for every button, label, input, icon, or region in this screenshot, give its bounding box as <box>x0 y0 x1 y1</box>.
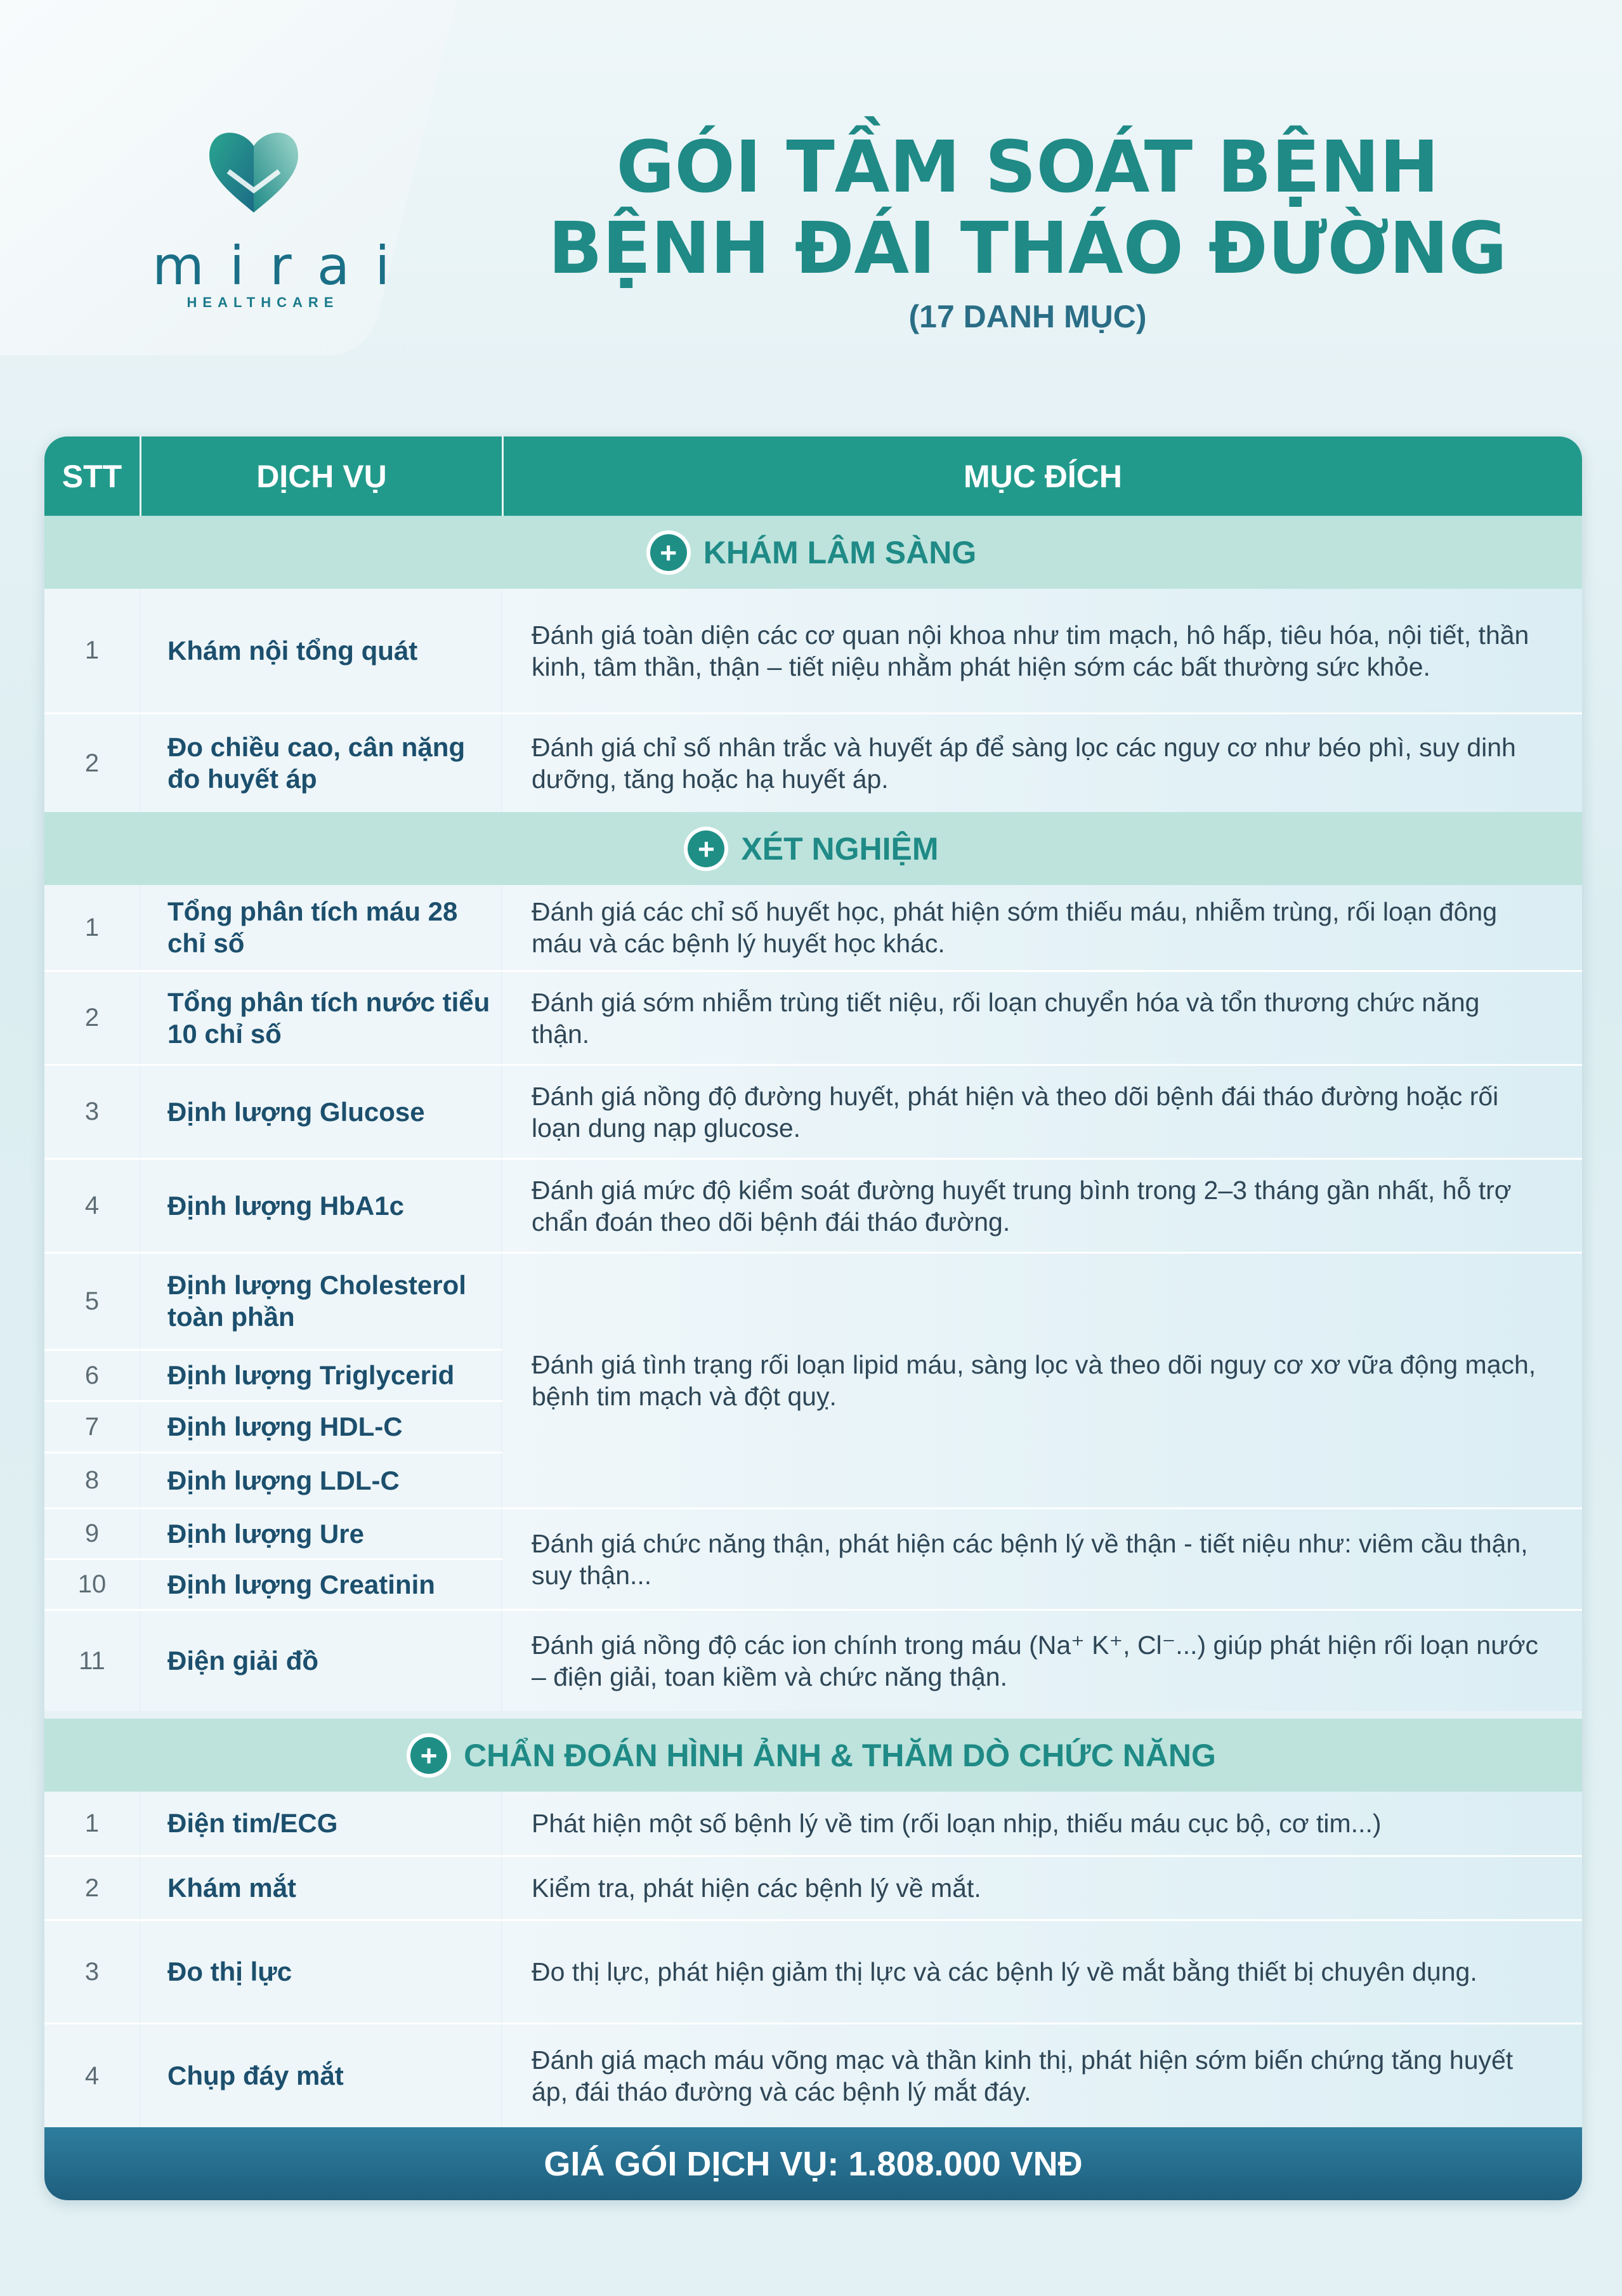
table-row <box>44 1453 502 1507</box>
brand-name: mirai <box>152 235 415 297</box>
row-purpose: Đánh giá toàn diện các cơ quan nội khoa như tim mạch, hô hấp, tiêu hóa, nội tiết, thần kinh, tâm thần, thận – tiết niệu nhằm phát hiện sớm các bất thường sức khỏe. <box>502 589 1582 712</box>
table-row <box>44 1611 1582 1711</box>
row-stt: 2 <box>44 714 140 812</box>
row-purpose: Phát hiện một số bệnh lý về tim (rối loạn nhịp, thiếu máu cục bộ, cơ tim...) <box>502 1792 1582 1855</box>
row-stt: 8 <box>44 1453 140 1507</box>
table-row <box>44 1254 502 1349</box>
row-service: Định lượng Ure <box>141 1509 501 1558</box>
row-purpose: Đánh giá nồng độ các ion chính trong máu (Na⁺ K⁺, Cl⁻...) giúp phát hiện rối loạn nước – điện giải, toan kiềm và chức năng thận. <box>502 1611 1582 1711</box>
row-stt: 4 <box>44 2024 140 2127</box>
table-header <box>44 436 1582 516</box>
row-purpose-lipid: Đánh giá tình trạng rối loạn lipid máu, sàng lọc và theo dõi nguy cơ xơ vữa động mạch, bệnh tim mạch và đột quỵ. <box>502 1254 1582 1507</box>
section-title: KHÁM LÂM SÀNG <box>703 534 977 570</box>
table-row <box>44 1160 1582 1252</box>
table-row <box>44 885 1582 970</box>
plus-icon: + <box>688 830 724 867</box>
row-stt: 7 <box>44 1402 140 1452</box>
row-purpose: Đánh giá nồng độ đường huyết, phát hiện và theo dõi bệnh đái tháo đường hoặc rối loạn dung nạp glucose. <box>502 1066 1582 1158</box>
title-subtitle: (17 DANH MỤC) <box>908 299 1147 334</box>
row-stt: 5 <box>44 1254 140 1349</box>
plus-icon: + <box>650 534 687 571</box>
row-purpose: Đo thị lực, phát hiện giảm thị lực và các bệnh lý về mắt bằng thiết bị chuyên dụng. <box>502 1921 1582 2023</box>
row-purpose: Kiểm tra, phát hiện các bệnh lý về mắt. <box>502 1857 1582 1919</box>
table-row <box>44 1857 1582 1919</box>
header-stt: STT <box>62 458 122 494</box>
section-chan-doan-hinh-anh <box>44 1719 1582 1792</box>
table-row <box>44 1921 1582 2023</box>
row-stt: 2 <box>44 972 140 1064</box>
row-purpose: Đánh giá chỉ số nhân trắc và huyết áp để sàng lọc các nguy cơ như béo phì, suy dinh dưỡng, tăng hoặc hạ huyết áp. <box>502 714 1582 812</box>
row-stt: 1 <box>44 885 140 970</box>
row-service: Điện giải đồ <box>141 1611 501 1711</box>
row-service: Định lượng LDL-C <box>141 1453 501 1507</box>
table-row <box>44 714 1582 812</box>
section-kham-lam-sang <box>44 516 1582 589</box>
table-row <box>44 1509 502 1558</box>
section-title: CHẨN ĐOÁN HÌNH ẢNH & THĂM DÒ CHỨC NĂNG <box>464 1737 1216 1773</box>
brand-logo <box>127 127 415 311</box>
table-row <box>44 1560 502 1609</box>
table-row <box>44 589 1582 712</box>
row-stt: 3 <box>44 1921 140 2023</box>
row-stt: 1 <box>44 1792 140 1855</box>
service-table <box>44 436 1582 2200</box>
heart-logo-icon <box>203 127 304 216</box>
plus-icon: + <box>410 1737 447 1774</box>
row-service: Điện tim/ECG <box>141 1792 501 1855</box>
page-title <box>520 127 1535 335</box>
section-xet-nghiem <box>44 812 1582 885</box>
row-service: Khám mắt <box>141 1857 501 1919</box>
row-service: Khám nội tổng quát <box>141 589 501 712</box>
title-line-1: GÓI TẦM SOÁT BỆNH <box>616 126 1439 209</box>
row-service: Định lượng HbA1c <box>141 1160 501 1252</box>
section-title: XÉT NGHIỆM <box>741 830 939 867</box>
row-stt: 11 <box>44 1611 140 1711</box>
row-service: Định lượng Triglycerid <box>141 1351 501 1400</box>
price-banner: GIÁ GÓI DỊCH VỤ: 1.808.000 VNĐ <box>44 2127 1582 2200</box>
table-row <box>44 972 1582 1064</box>
row-service: Định lượng Cholesterol toàn phần <box>141 1254 501 1349</box>
row-stt: 2 <box>44 1857 140 1919</box>
title-line-2: BỆNH ĐÁI THÁO ĐƯỜNG <box>548 207 1507 290</box>
table-row <box>44 2024 1582 2127</box>
row-service: Định lượng Glucose <box>141 1066 501 1158</box>
brand-tagline: HEALTHCARE <box>186 294 339 310</box>
row-service: Tổng phân tích nước tiểu 10 chỉ số <box>141 972 501 1064</box>
table-row <box>44 1351 502 1400</box>
row-stt: 4 <box>44 1160 140 1252</box>
header-purpose: MỤC ĐÍCH <box>964 458 1122 494</box>
row-purpose: Đánh giá sớm nhiễm trùng tiết niệu, rối loạn chuyển hóa và tổn thương chức năng thận. <box>502 972 1582 1064</box>
row-stt: 6 <box>44 1351 140 1400</box>
row-service: Đo thị lực <box>141 1921 501 2023</box>
row-service: Đo chiều cao, cân nặng đo huyết áp <box>141 714 501 812</box>
row-stt: 10 <box>44 1560 140 1609</box>
row-stt: 9 <box>44 1509 140 1558</box>
row-service: Định lượng Creatinin <box>141 1560 501 1609</box>
table-row <box>44 1402 502 1452</box>
row-purpose: Đánh giá mạch máu võng mạc và thần kinh thị, phát hiện sớm biến chứng tăng huyết áp, đái tháo đường và các bệnh lý mắt đáy. <box>502 2024 1582 2127</box>
row-service: Tổng phân tích máu 28 chỉ số <box>141 885 501 970</box>
table-row <box>44 1066 1582 1158</box>
row-purpose: Đánh giá mức độ kiểm soát đường huyết trung bình trong 2–3 tháng gần nhất, hỗ trợ chẩn đoán theo dõi bệnh đái tháo đường. <box>502 1160 1582 1252</box>
row-purpose-kidney: Đánh giá chức năng thận, phát hiện các bệnh lý về thận - tiết niệu như: viêm cầu thận, suy thận... <box>502 1509 1582 1609</box>
row-stt: 3 <box>44 1066 140 1158</box>
header-service: DỊCH VỤ <box>256 458 387 494</box>
row-service: Định lượng HDL-C <box>141 1402 501 1452</box>
row-stt: 1 <box>44 589 140 712</box>
table-row <box>44 1792 1582 1855</box>
row-service: Chụp đáy mắt <box>141 2024 501 2127</box>
row-purpose: Đánh giá các chỉ số huyết học, phát hiện sớm thiếu máu, nhiễm trùng, rối loạn đông máu và các bệnh lý huyết học khác. <box>502 885 1582 970</box>
